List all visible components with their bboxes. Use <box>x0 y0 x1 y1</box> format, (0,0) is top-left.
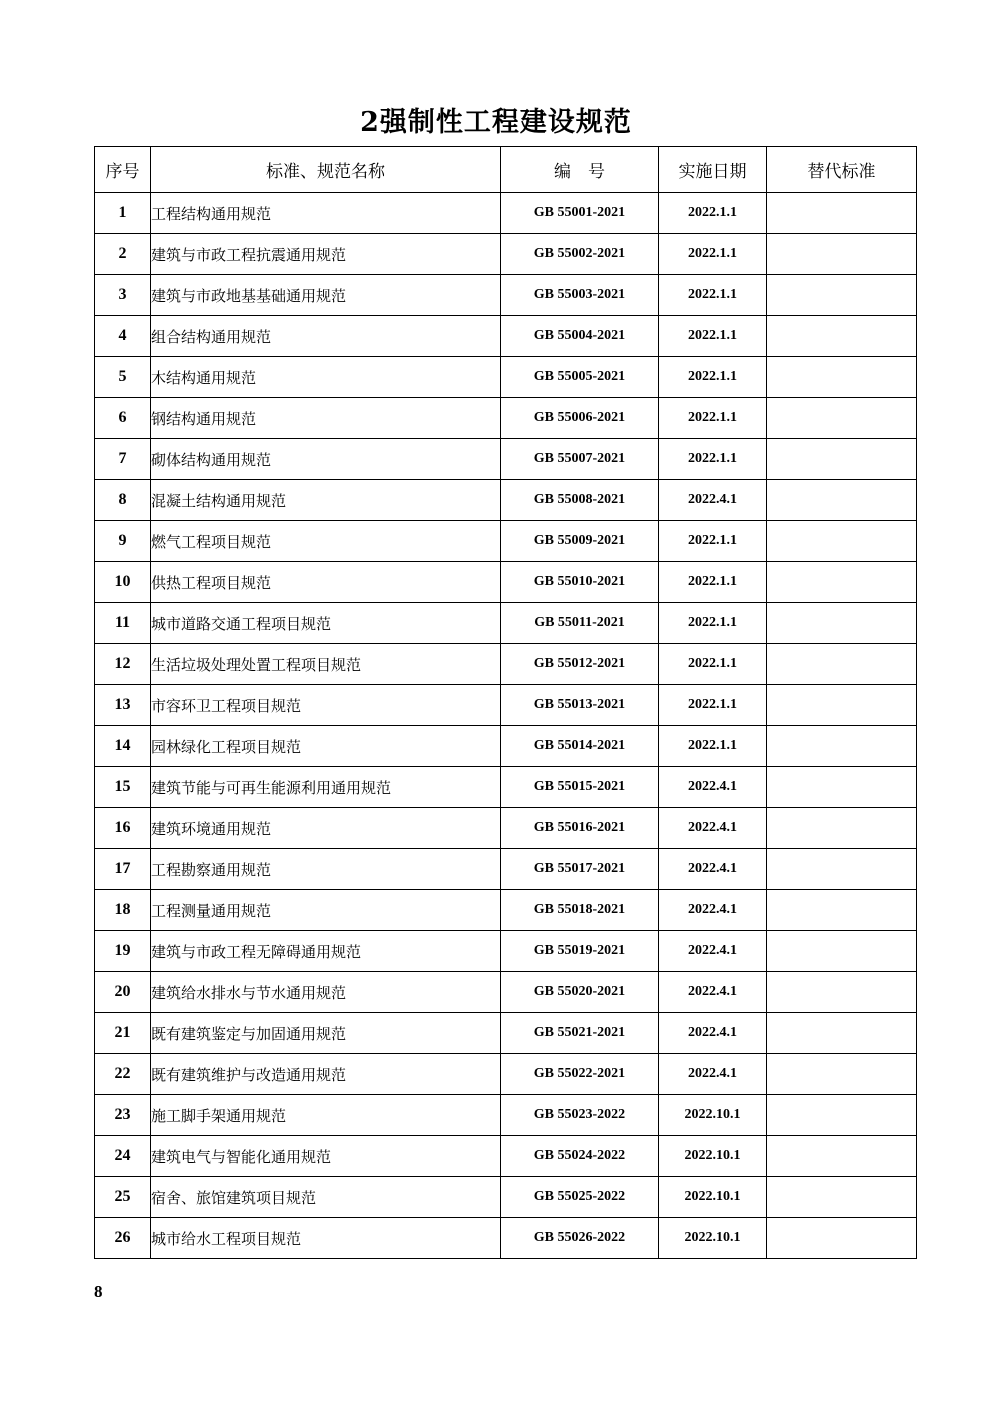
row-name: 既有建筑维护与改造通用规范 <box>151 1054 501 1095</box>
table-row <box>95 603 917 644</box>
row-index: 25 <box>95 1177 151 1218</box>
row-name: 宿舍、旅馆建筑项目规范 <box>151 1177 501 1218</box>
table-row <box>95 808 917 849</box>
row-date: 2022.1.1 <box>659 316 767 357</box>
page-number: 8 <box>94 1282 103 1301</box>
table-row <box>95 439 917 480</box>
row-index: 11 <box>95 603 151 644</box>
row-date: 2022.1.1 <box>659 685 767 726</box>
row-index: 19 <box>95 931 151 972</box>
table-row <box>95 1218 917 1259</box>
row-code: GB 55018-2021 <box>501 890 659 931</box>
row-index: 13 <box>95 685 151 726</box>
row-code: GB 55002-2021 <box>501 234 659 275</box>
row-date: 2022.1.1 <box>659 644 767 685</box>
row-name: 砌体结构通用规范 <box>151 439 501 480</box>
table-row <box>95 521 917 562</box>
row-index: 14 <box>95 726 151 767</box>
row-code: GB 55008-2021 <box>501 480 659 521</box>
row-replace <box>767 357 917 398</box>
row-replace <box>767 603 917 644</box>
row-index: 12 <box>95 644 151 685</box>
row-name: 既有建筑鉴定与加固通用规范 <box>151 1013 501 1054</box>
row-replace <box>767 849 917 890</box>
row-code: GB 55026-2022 <box>501 1218 659 1259</box>
header-date: 实施日期 <box>659 147 767 193</box>
row-replace <box>767 1095 917 1136</box>
row-code: GB 55003-2021 <box>501 275 659 316</box>
row-date: 2022.10.1 <box>659 1136 767 1177</box>
row-name: 建筑与市政工程抗震通用规范 <box>151 234 501 275</box>
row-name: 建筑电气与智能化通用规范 <box>151 1136 501 1177</box>
table-body <box>95 193 917 1259</box>
row-index: 20 <box>95 972 151 1013</box>
row-date: 2022.4.1 <box>659 972 767 1013</box>
row-date: 2022.4.1 <box>659 767 767 808</box>
row-replace <box>767 275 917 316</box>
table-row <box>95 644 917 685</box>
row-code: GB 55007-2021 <box>501 439 659 480</box>
row-replace <box>767 1218 917 1259</box>
table-row <box>95 931 917 972</box>
row-name: 燃气工程项目规范 <box>151 521 501 562</box>
row-code: GB 55014-2021 <box>501 726 659 767</box>
row-index: 24 <box>95 1136 151 1177</box>
row-code: GB 55019-2021 <box>501 931 659 972</box>
row-date: 2022.10.1 <box>659 1095 767 1136</box>
row-name: 建筑给水排水与节水通用规范 <box>151 972 501 1013</box>
row-date: 2022.4.1 <box>659 480 767 521</box>
row-date: 2022.1.1 <box>659 521 767 562</box>
row-index: 26 <box>95 1218 151 1259</box>
row-name: 生活垃圾处理处置工程项目规范 <box>151 644 501 685</box>
row-date: 2022.4.1 <box>659 1013 767 1054</box>
table-row <box>95 1136 917 1177</box>
row-code: GB 55022-2021 <box>501 1054 659 1095</box>
row-date: 2022.1.1 <box>659 562 767 603</box>
row-date: 2022.10.1 <box>659 1218 767 1259</box>
table-row <box>95 890 917 931</box>
row-date: 2022.1.1 <box>659 193 767 234</box>
row-name: 园林绿化工程项目规范 <box>151 726 501 767</box>
row-index: 4 <box>95 316 151 357</box>
row-code: GB 55016-2021 <box>501 808 659 849</box>
row-date: 2022.1.1 <box>659 234 767 275</box>
row-replace <box>767 234 917 275</box>
row-code: GB 55020-2021 <box>501 972 659 1013</box>
table-row <box>95 234 917 275</box>
row-index: 2 <box>95 234 151 275</box>
row-code: GB 55025-2022 <box>501 1177 659 1218</box>
row-date: 2022.4.1 <box>659 890 767 931</box>
row-replace <box>767 726 917 767</box>
table-row <box>95 193 917 234</box>
row-name: 市容环卫工程项目规范 <box>151 685 501 726</box>
row-index: 18 <box>95 890 151 931</box>
table-row <box>95 849 917 890</box>
row-index: 22 <box>95 1054 151 1095</box>
row-name: 组合结构通用规范 <box>151 316 501 357</box>
row-code: GB 55024-2022 <box>501 1136 659 1177</box>
table-row <box>95 767 917 808</box>
table-row <box>95 685 917 726</box>
row-replace <box>767 521 917 562</box>
table-row <box>95 972 917 1013</box>
standards-table <box>94 146 917 1259</box>
row-replace <box>767 439 917 480</box>
row-date: 2022.4.1 <box>659 808 767 849</box>
row-code: GB 55012-2021 <box>501 644 659 685</box>
table-row <box>95 1095 917 1136</box>
row-date: 2022.1.1 <box>659 275 767 316</box>
row-replace <box>767 1177 917 1218</box>
row-replace <box>767 890 917 931</box>
row-name: 城市给水工程项目规范 <box>151 1218 501 1259</box>
page-title: 2强制性工程建设规范 <box>360 107 632 138</box>
row-index: 9 <box>95 521 151 562</box>
row-name: 木结构通用规范 <box>151 357 501 398</box>
row-index: 21 <box>95 1013 151 1054</box>
row-index: 10 <box>95 562 151 603</box>
row-date: 2022.4.1 <box>659 849 767 890</box>
row-index: 8 <box>95 480 151 521</box>
row-code: GB 55015-2021 <box>501 767 659 808</box>
row-replace <box>767 931 917 972</box>
row-replace <box>767 562 917 603</box>
row-name: 施工脚手架通用规范 <box>151 1095 501 1136</box>
header-name: 标准、规范名称 <box>151 147 501 193</box>
header-replace: 替代标准 <box>767 147 917 193</box>
table-row <box>95 562 917 603</box>
row-replace <box>767 644 917 685</box>
row-replace <box>767 398 917 439</box>
row-replace <box>767 972 917 1013</box>
row-index: 5 <box>95 357 151 398</box>
row-name: 工程勘察通用规范 <box>151 849 501 890</box>
row-name: 建筑节能与可再生能源利用通用规范 <box>151 767 501 808</box>
row-name: 供热工程项目规范 <box>151 562 501 603</box>
row-date: 2022.1.1 <box>659 439 767 480</box>
row-replace <box>767 1136 917 1177</box>
table-row <box>95 1013 917 1054</box>
row-replace <box>767 1013 917 1054</box>
row-code: GB 55001-2021 <box>501 193 659 234</box>
row-code: GB 55021-2021 <box>501 1013 659 1054</box>
row-code: GB 55004-2021 <box>501 316 659 357</box>
row-index: 23 <box>95 1095 151 1136</box>
row-date: 2022.4.1 <box>659 1054 767 1095</box>
table-row <box>95 1177 917 1218</box>
row-replace <box>767 767 917 808</box>
row-date: 2022.1.1 <box>659 726 767 767</box>
table-row <box>95 480 917 521</box>
row-date: 2022.1.1 <box>659 603 767 644</box>
row-code: GB 55010-2021 <box>501 562 659 603</box>
row-code: GB 55013-2021 <box>501 685 659 726</box>
row-index: 3 <box>95 275 151 316</box>
row-code: GB 55023-2022 <box>501 1095 659 1136</box>
row-date: 2022.1.1 <box>659 357 767 398</box>
table-row <box>95 1054 917 1095</box>
row-replace <box>767 685 917 726</box>
row-replace <box>767 1054 917 1095</box>
row-name: 建筑与市政工程无障碍通用规范 <box>151 931 501 972</box>
row-index: 1 <box>95 193 151 234</box>
row-name: 建筑与市政地基基础通用规范 <box>151 275 501 316</box>
table-header-row <box>95 147 917 193</box>
row-name: 工程结构通用规范 <box>151 193 501 234</box>
row-date: 2022.1.1 <box>659 398 767 439</box>
row-date: 2022.4.1 <box>659 931 767 972</box>
row-index: 17 <box>95 849 151 890</box>
row-code: GB 55005-2021 <box>501 357 659 398</box>
row-index: 7 <box>95 439 151 480</box>
row-replace <box>767 193 917 234</box>
table-row <box>95 275 917 316</box>
table-row <box>95 726 917 767</box>
row-name: 建筑环境通用规范 <box>151 808 501 849</box>
row-name: 工程测量通用规范 <box>151 890 501 931</box>
table-row <box>95 316 917 357</box>
row-replace <box>767 480 917 521</box>
row-name: 钢结构通用规范 <box>151 398 501 439</box>
row-code: GB 55017-2021 <box>501 849 659 890</box>
row-index: 15 <box>95 767 151 808</box>
row-replace <box>767 808 917 849</box>
row-code: GB 55011-2021 <box>501 603 659 644</box>
table-row <box>95 357 917 398</box>
row-index: 16 <box>95 808 151 849</box>
table-row <box>95 398 917 439</box>
row-code: GB 55009-2021 <box>501 521 659 562</box>
row-code: GB 55006-2021 <box>501 398 659 439</box>
row-replace <box>767 316 917 357</box>
header-index: 序号 <box>95 147 151 193</box>
row-name: 城市道路交通工程项目规范 <box>151 603 501 644</box>
row-index: 6 <box>95 398 151 439</box>
row-date: 2022.10.1 <box>659 1177 767 1218</box>
header-code: 编 号 <box>501 147 659 193</box>
row-name: 混凝土结构通用规范 <box>151 480 501 521</box>
